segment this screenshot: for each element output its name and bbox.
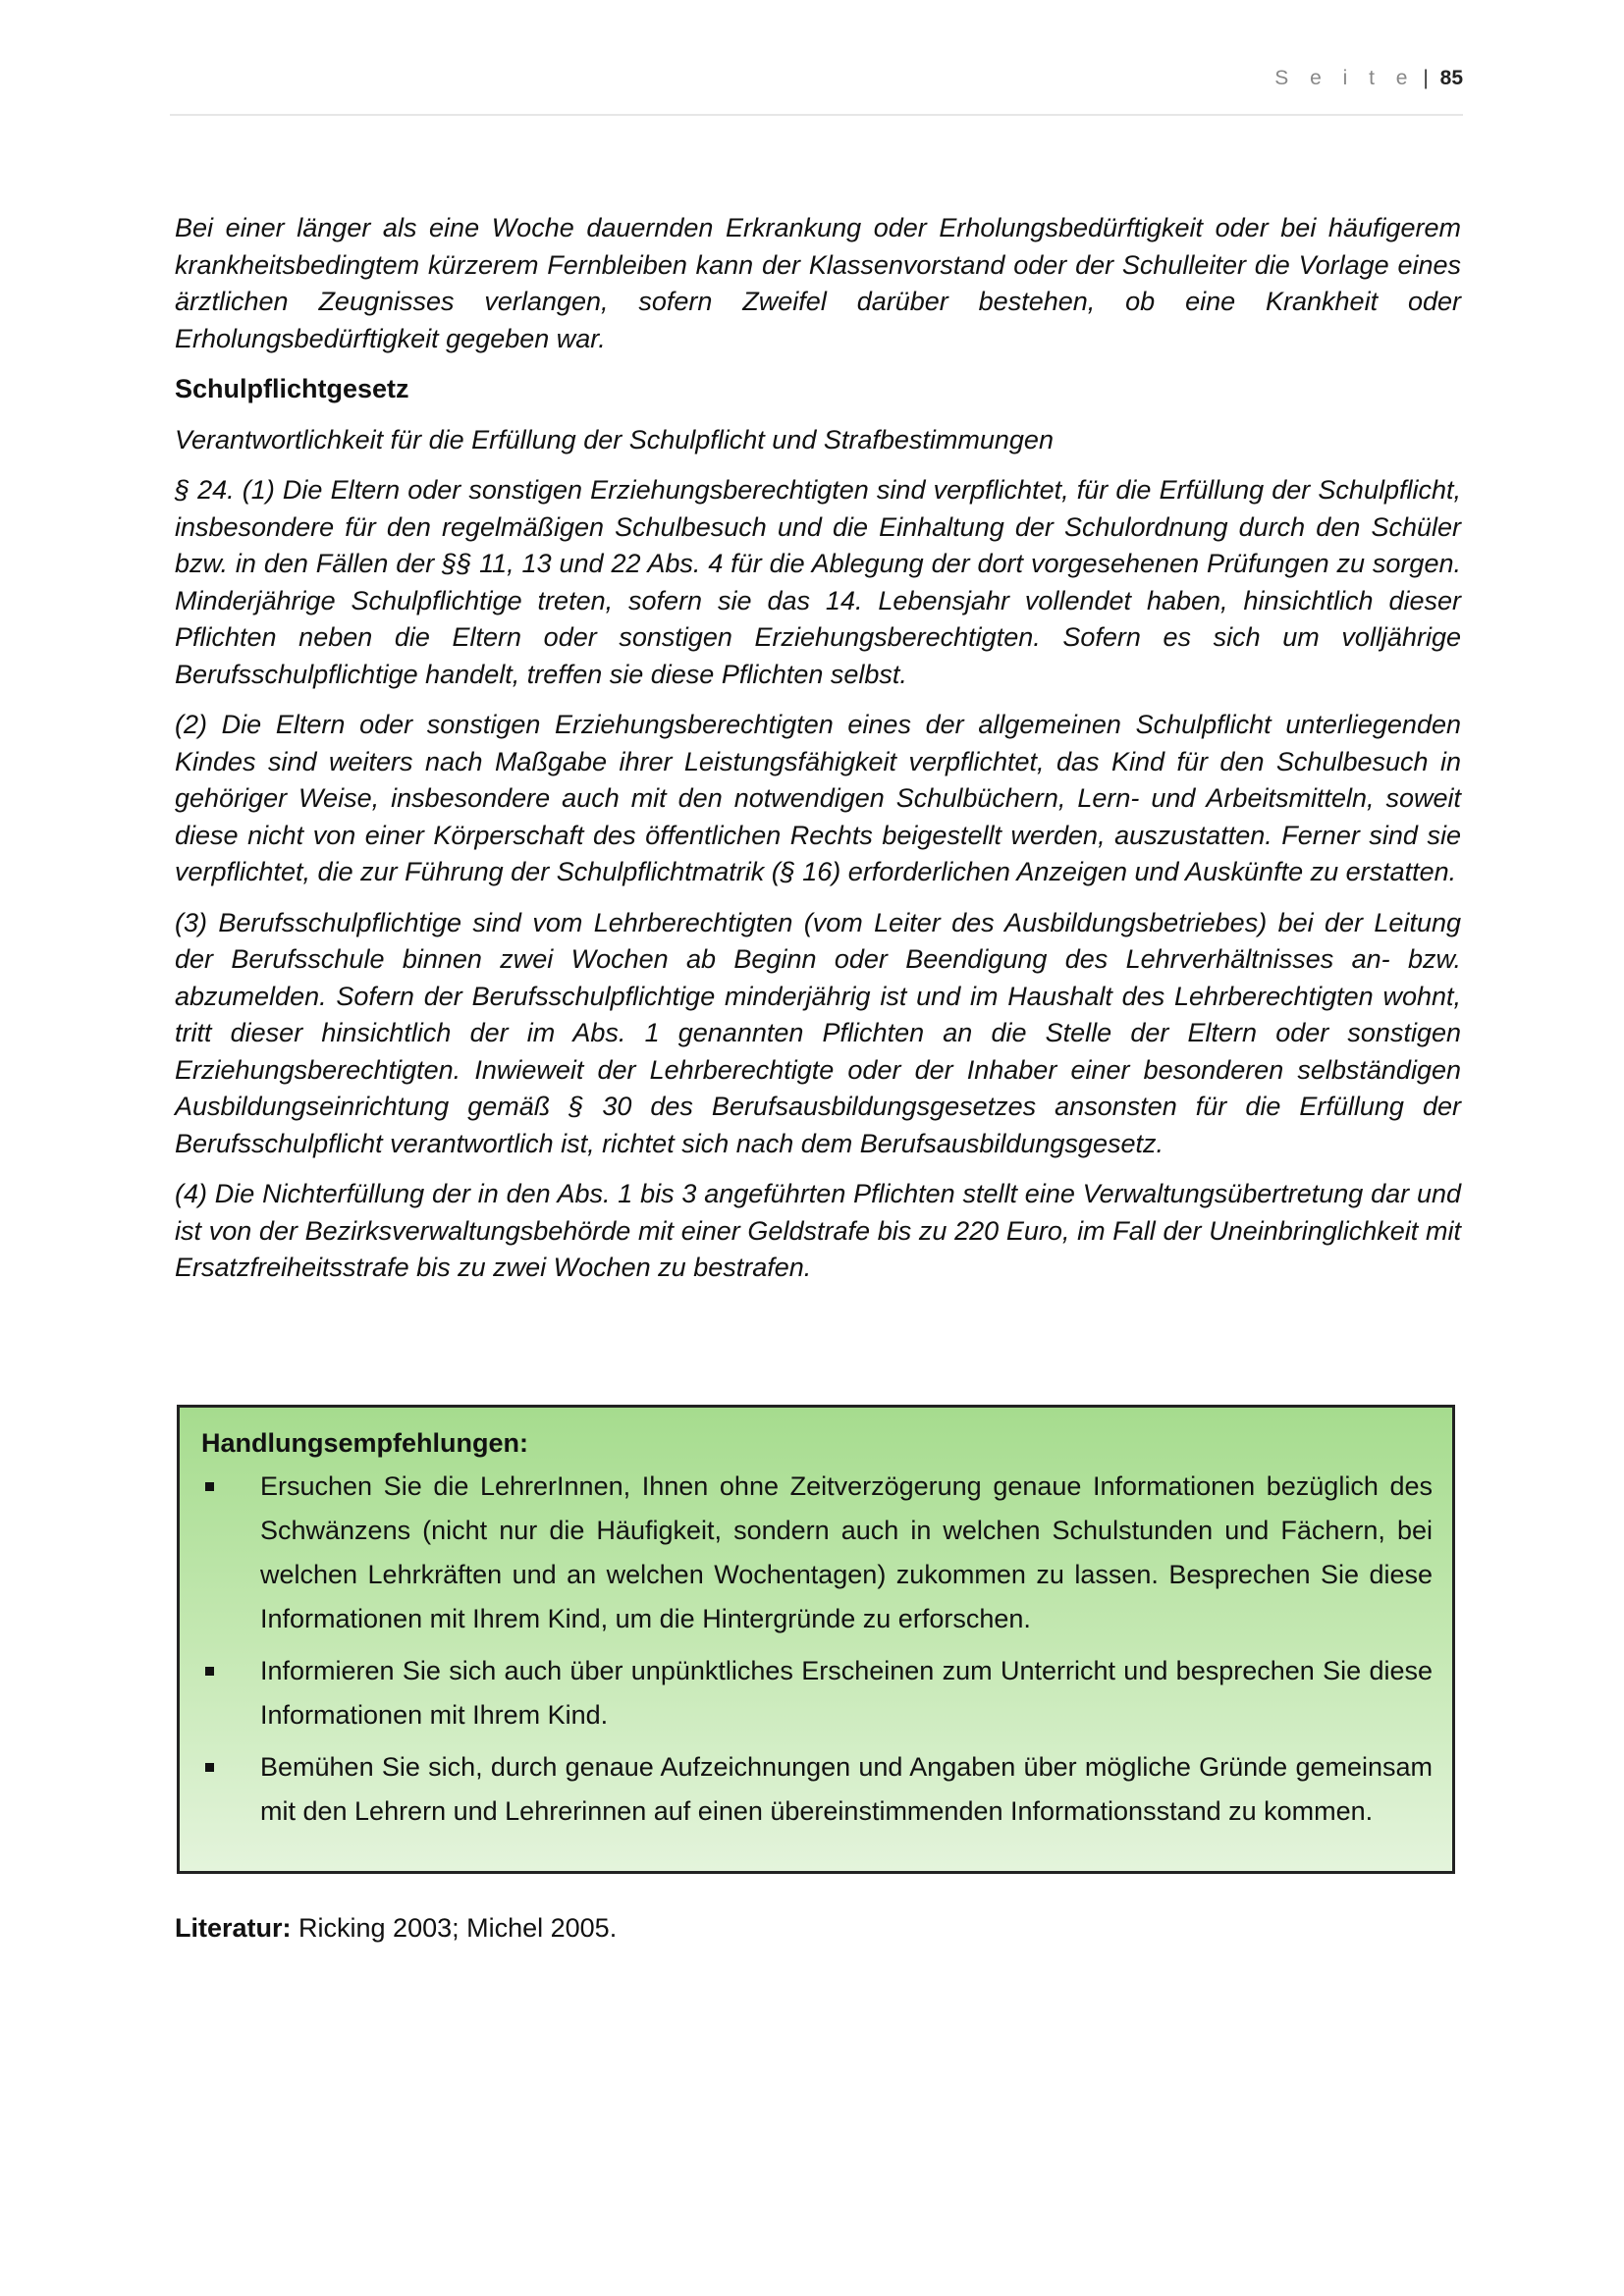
list-item-text: Bemühen Sie sich, durch genaue Aufzeichnungen und Angaben über mögliche Gründe gemeinsam mit den Lehrern und Lehrerinnen auf einen übereinstimmenden Informationsstand zu kommen. [260, 1752, 1433, 1826]
recommendations-list [201, 1465, 1433, 1834]
law-paragraph-2: (2) Die Eltern oder sonstigen Erziehungsberechtigten eines der allgemeinen Schulpflicht unterliegenden Kindes sind weiters nach Maßgabe ihrer Leistungsfähigkeit verpflichtet, das Kind für den Schulbesuch in gehöriger Weise, insbesondere auch mit den notwendigen Schulbüchern, Lern- und Arbeitsmitteln, soweit diese nicht von einer Körperschaft des öffentlichen Rechts beigestellt werden, auszustatten. Ferner sind sie verpflichtet, die zur Führung der Schulpflichtmatrik (§ 16) erforderlichen Anzeigen und Auskünfte zu erstatten. [175, 710, 1461, 886]
recommendations-title: Handlungsempfehlungen: [201, 1428, 528, 1458]
literature-line [175, 1910, 617, 1947]
square-bullet-icon [205, 1667, 214, 1676]
list-item [201, 1465, 1433, 1641]
literature-text: Ricking 2003; Michel 2005. [291, 1913, 618, 1943]
intro-paragraph: Bei einer länger als eine Woche dauernden Erkrankung oder Erholungsbedürftigkeit oder bei häufigerem krankheitsbedingtem kürzerem Fernbleiben kann der Klassenvorstand oder der Schulleiter die Vorlage eines ärztlichen Zeugnisses verlangen, sofern Zweifel darüber bestehen, ob eine Krankheit oder Erholungsbedürftigkeit gegeben war. [175, 213, 1461, 353]
law-paragraph-4: (4) Die Nichterfüllung der in den Abs. 1 bis 3 angeführten Pflichten stellt eine Verwaltungsübertretung dar und ist von der Bezirksverwaltungsbehörde mit einer Geldstrafe bis zu 220 Euro, im Fall der Uneinbringlichkeit mit Ersatzfreiheitsstrafe bis zu zwei Wochen zu bestrafen. [175, 1179, 1461, 1282]
main-content [175, 210, 1461, 1301]
list-item-text: Ersuchen Sie die LehrerInnen, Ihnen ohne Zeitverzögerung genaue Informationen bezüglich des Schwänzens (nicht nur die Häufigkeit, sondern auch in welchen Schulstunden und Fächern, bei welchen Lehrkräften und an welchen Wochentagen) zukommen zu lassen. Besprechen Sie diese Informationen mit Ihrem Kind, um die Hintergründe zu erforschen. [260, 1471, 1433, 1633]
list-item [201, 1649, 1433, 1737]
page-number-value: 85 [1439, 67, 1463, 89]
list-item [201, 1745, 1433, 1834]
list-item-text: Informieren Sie sich auch über unpünktliches Erscheinen zum Unterricht und besprechen Sie diese Informationen mit Ihrem Kind. [260, 1656, 1433, 1730]
page-separator: | [1423, 67, 1429, 89]
page-header [170, 59, 1463, 116]
square-bullet-icon [205, 1482, 214, 1491]
section-heading: Schulpflichtgesetz [175, 374, 409, 403]
page-number [1274, 67, 1463, 90]
section-subheading: Verantwortlichkeit für die Erfüllung der Schulpflicht und Strafbestimmungen [175, 424, 1054, 454]
law-paragraph-3: (3) Berufsschulpflichtige sind vom Lehrberechtigten (vom Leiter des Ausbildungsbetriebes) bei der Leitung der Berufsschule binnen zwei Wochen ab Beginn oder Beendigung des Lehrverhältnisses an- bzw. abzumelden. Sofern der Berufsschulpflichtige minderjährig ist und im Haushalt des Lehrberechtigten wohnt, tritt dieser hinsichtlich der im Abs. 1 genannten Pflichten an die Stelle der Eltern oder sonstigen Erziehungsberechtigten. Inwieweit der Lehrberechtigte oder der Inhaber einer besonderen selbständigen Ausbildungseinrichtung gemäß § 30 des Berufsausbildungsgesetzes ansonsten für die Erfüllung der Berufsschulpflicht verantwortlich ist, richtet sich nach dem Berufsausbildungsgesetz. [175, 907, 1461, 1158]
law-paragraph-1: § 24. (1) Die Eltern oder sonstigen Erziehungsberechtigten sind verpflichtet, für die Erfüllung der Schulpflicht, insbesondere für den regelmäßigen Schulbesuch und die Einhaltung der Schulordnung durch den Schüler bzw. in den Fällen der §§ 11, 13 und 22 Abs. 4 für die Ablegung der dort vorgesehenen Prüfungen zu sorgen. Minderjährige Schulpflichtige treten, sofern sie das 14. Lebensjahr vollendet haben, hinsichtlich dieser Pflichten neben die Eltern oder sonstigen Erziehungsberechtigten. Sofern es sich um volljährige Berufsschulpflichtige handelt, treffen sie diese Pflichten selbst. [175, 475, 1461, 689]
square-bullet-icon [205, 1763, 214, 1772]
literature-label: Literatur: [175, 1913, 292, 1943]
page-label: S e i t e [1274, 67, 1416, 89]
recommendations-box [177, 1405, 1455, 1874]
